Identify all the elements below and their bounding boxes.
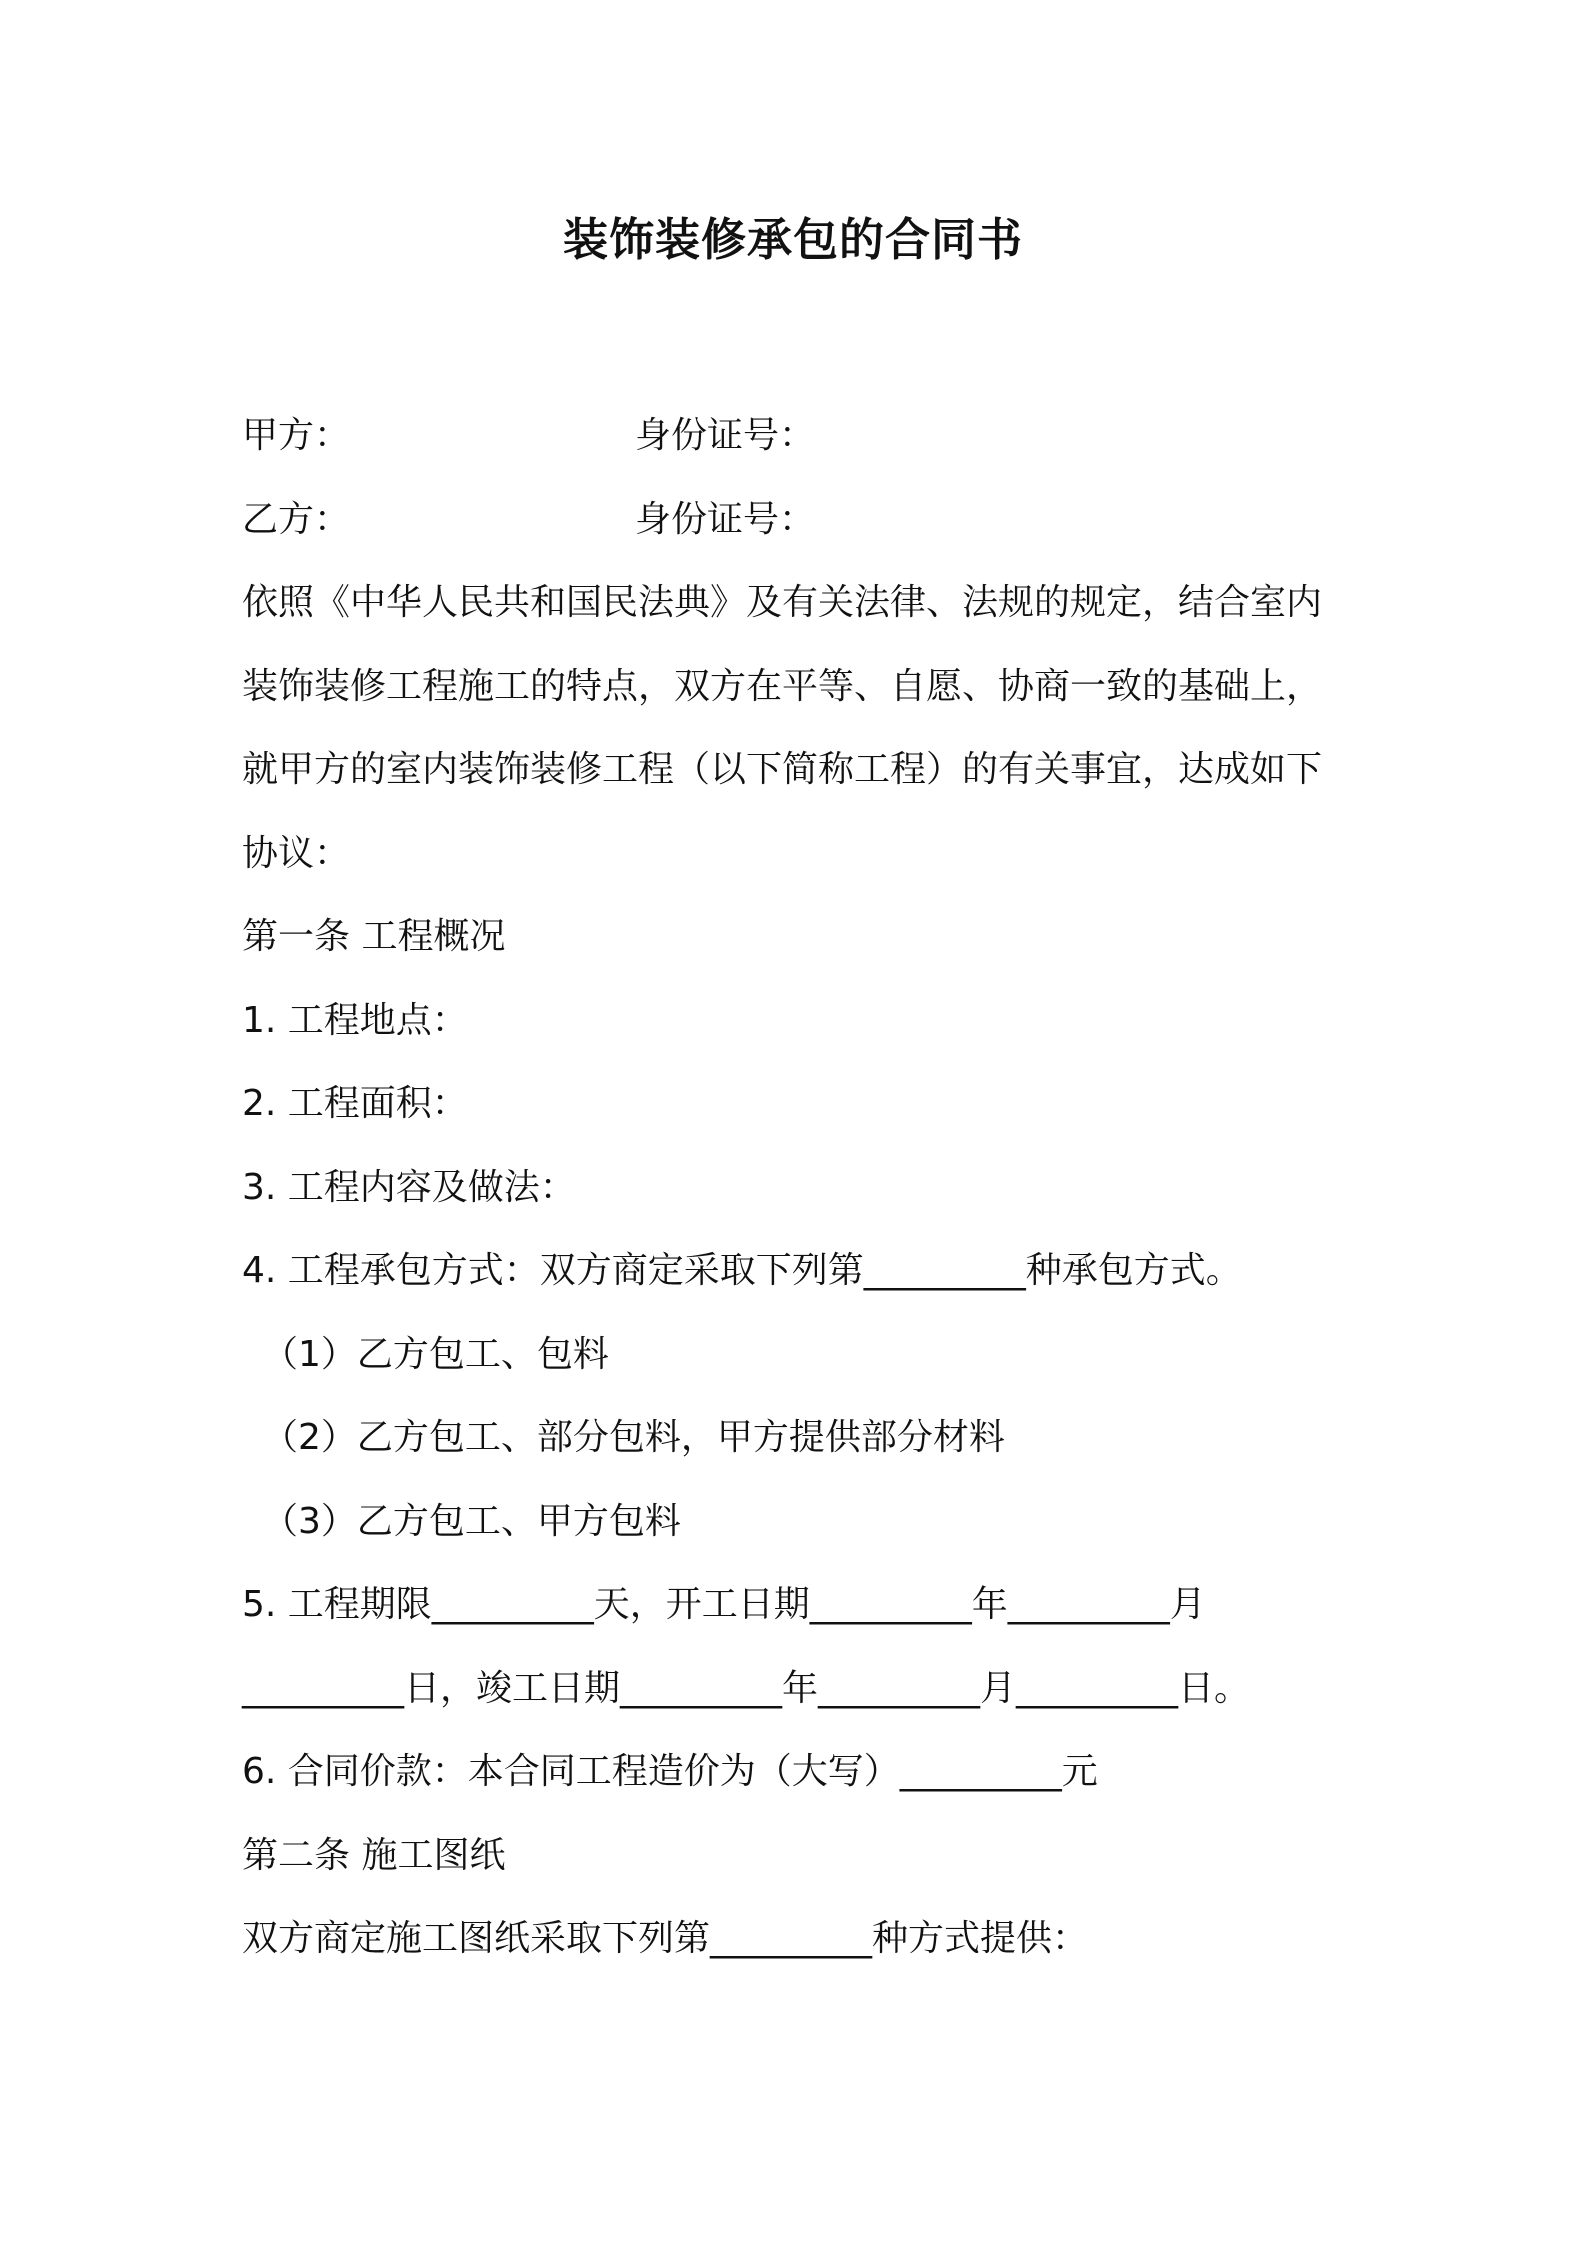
article-1-item-contract-mode: 4. 工程承包方式：双方商定采取下列第_________种承包方式。 bbox=[242, 1250, 1242, 1291]
contract-mode-option-3: （3）乙方包工、甲方包料 bbox=[262, 1500, 681, 1542]
preamble-line-1: 依照《中华人民共和国民法典》及有关法律、法规的规定，结合室内 bbox=[242, 582, 1323, 623]
party-b-label: 乙方： bbox=[242, 498, 351, 540]
preamble-line-2: 装饰装修工程施工的特点，双方在平等、自愿、协商一致的基础上， bbox=[242, 665, 1323, 707]
party-a-id-label: 身份证号： bbox=[635, 415, 816, 456]
party-a-row bbox=[242, 407, 1362, 491]
article-1-item-period-line-2: _________日，竣工日期_________年_________月_________日。 bbox=[242, 1667, 1251, 1709]
article-2-heading: 第二条 施工图纸 bbox=[242, 1834, 506, 1876]
article-1-item-price: 6. 合同价款：本合同工程造价为（大写）_________元 bbox=[242, 1751, 1098, 1792]
contract-mode-option-1: （1）乙方包工、包料 bbox=[262, 1333, 609, 1375]
article-1-item-period-line-1: 5. 工程期限_________天，开工日期_________年_________月 bbox=[242, 1584, 1206, 1625]
preamble-line-4: 协议： bbox=[242, 832, 351, 874]
article-1-heading: 第一条 工程概况 bbox=[242, 916, 506, 957]
article-1-item-location: 1. 工程地点： bbox=[242, 999, 468, 1041]
article-1-item-area: 2. 工程面积： bbox=[242, 1083, 468, 1124]
document-body bbox=[242, 407, 1362, 1994]
party-b-row bbox=[242, 491, 1362, 575]
party-b-id-label: 身份证号： bbox=[635, 498, 816, 540]
document-title: 装饰装修承包的合同书 bbox=[562, 213, 1023, 266]
contract-mode-option-2: （2）乙方包工、部分包料，甲方提供部分材料 bbox=[262, 1417, 1005, 1458]
article-1-item-content: 3. 工程内容及做法： bbox=[242, 1166, 576, 1208]
party-a-label: 甲方： bbox=[242, 415, 351, 456]
preamble-line-3: 就甲方的室内装饰装修工程（以下简称工程）的有关事宜，达成如下 bbox=[242, 749, 1323, 790]
article-2-text: 双方商定施工图纸采取下列第_________种方式提供： bbox=[242, 1918, 1089, 1959]
